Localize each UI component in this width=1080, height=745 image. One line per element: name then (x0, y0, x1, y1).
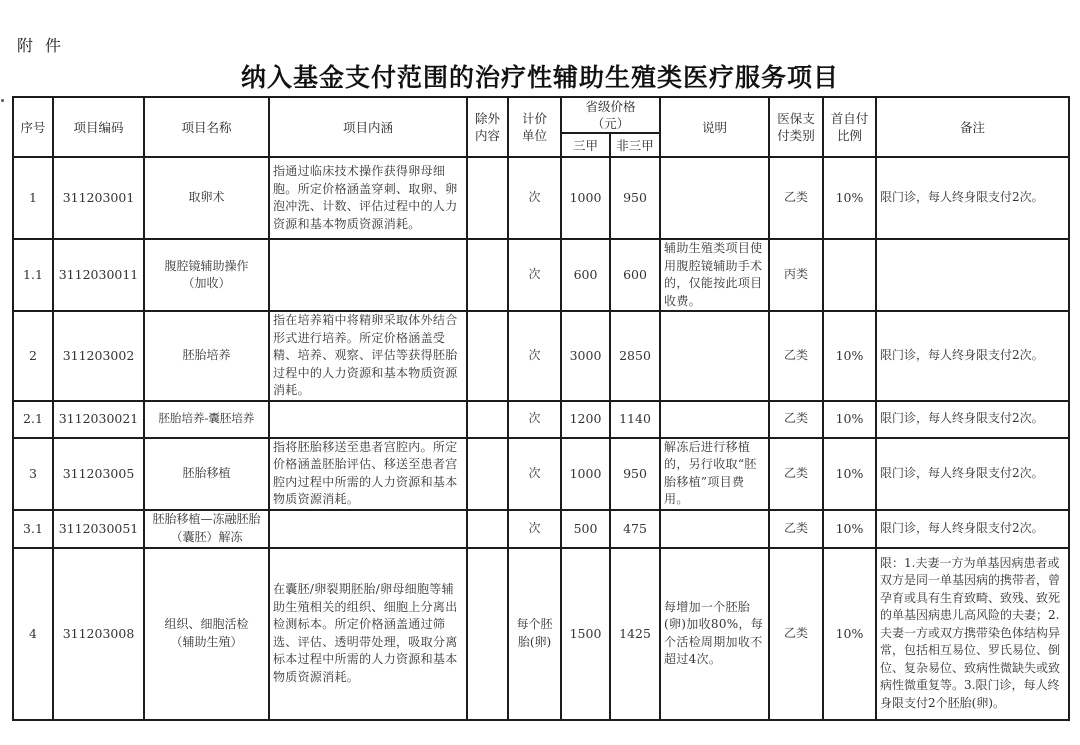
medical-service-fee-table (12, 96, 1070, 721)
cell-self-pay-ratio: 10% (823, 401, 876, 438)
cell-explanation (660, 401, 769, 438)
cell-content (269, 510, 467, 548)
attachment-label: 附件 (17, 36, 74, 55)
cell-unit: 次 (508, 157, 561, 239)
cell-remarks (876, 239, 1069, 311)
cell-content: 指在培养箱中将精卵采取体外结合形式进行培养。所定价格涵盖受精、培养、观察、评估等获得胚胎过程中的人力资源和基本物质资源消耗。 (269, 311, 467, 401)
header-price-non-tier3a: 非三甲 (610, 133, 660, 157)
cell-remarks: 限门诊，每人终身限支付2次。 (876, 510, 1069, 548)
table-row (13, 438, 1069, 510)
cell-seq: 3.1 (13, 510, 53, 548)
header-seq: 序号 (13, 97, 53, 157)
cell-explanation: 辅助生殖类项目使用腹腔镜辅助手术的，仅能按此项目收费。 (660, 239, 769, 311)
cell-unit: 次 (508, 401, 561, 438)
cell-code: 3112030021 (53, 401, 144, 438)
cell-price-tier3a: 1000 (561, 157, 610, 239)
cell-code: 3112030011 (53, 239, 144, 311)
header-content: 项目内涵 (269, 97, 467, 157)
cell-remarks: 限：1.夫妻一方为单基因病患者或双方是同一单基因病的携带者，曾孕育或具有生育致畸、致残、致死的单基因病患儿高风险的夫妻；2.夫妻一方或双方携带染色体结构异常，包括相互易位、罗氏易位、倒位、复杂易位、致病性微缺失或致病性微重复等。3.限门诊，每人终身限支付2个胚胎(卵)。 (876, 548, 1069, 720)
cell-seq: 1 (13, 157, 53, 239)
cell-self-pay-ratio: 10% (823, 548, 876, 720)
cell-code: 311203005 (53, 438, 144, 510)
table-row (13, 401, 1069, 438)
cell-content: 在囊胚/卵裂期胚胎/卵母细胞等辅助生殖相关的组织、细胞上分离出检测标本。所定价格涵盖通过筛选、评估、透明带处理，吸取分离标本过程中所需的人力资源和基本物质资源消耗。 (269, 548, 467, 720)
cell-price-non-tier3a: 475 (610, 510, 660, 548)
cell-content (269, 401, 467, 438)
header-price-group: 省级价格（元） (561, 97, 660, 133)
cell-self-pay-ratio: 10% (823, 438, 876, 510)
cell-name: 胚胎培养-囊胚培养 (144, 401, 269, 438)
cell-price-tier3a: 1200 (561, 401, 610, 438)
header-explanation: 说明 (660, 97, 769, 157)
cell-name: 胚胎培养 (144, 311, 269, 401)
header-unit: 计价单位 (508, 97, 561, 157)
cell-code: 311203008 (53, 548, 144, 720)
cell-code: 3112030051 (53, 510, 144, 548)
cell-insurance-category: 乙类 (769, 510, 823, 548)
header-insurance-category: 医保支付类别 (769, 97, 823, 157)
header-name: 项目名称 (144, 97, 269, 157)
cell-insurance-category: 乙类 (769, 401, 823, 438)
document-title: 纳入基金支付范围的治疗性辅助生殖类医疗服务项目 (240, 63, 839, 92)
cell-self-pay-ratio: 10% (823, 311, 876, 401)
cell-unit: 每个胚胎(卵) (508, 548, 561, 720)
cell-name: 腹腔镜辅助操作（加收） (144, 239, 269, 311)
cell-seq: 2 (13, 311, 53, 401)
cell-price-non-tier3a: 950 (610, 157, 660, 239)
cell-remarks: 限门诊，每人终身限支付2次。 (876, 311, 1069, 401)
cell-unit: 次 (508, 311, 561, 401)
cell-insurance-category: 乙类 (769, 438, 823, 510)
cell-price-tier3a: 500 (561, 510, 610, 548)
cell-remarks: 限门诊，每人终身限支付2次。 (876, 438, 1069, 510)
cell-explanation (660, 510, 769, 548)
cell-price-non-tier3a: 600 (610, 239, 660, 311)
cell-name: 取卵术 (144, 157, 269, 239)
cell-insurance-category: 乙类 (769, 311, 823, 401)
cell-excluded (467, 239, 508, 311)
cell-name: 组织、细胞活检（辅助生殖） (144, 548, 269, 720)
cell-self-pay-ratio: 10% (823, 157, 876, 239)
cell-price-tier3a: 3000 (561, 311, 610, 401)
cell-explanation (660, 311, 769, 401)
cell-price-tier3a: 1000 (561, 438, 610, 510)
cell-insurance-category: 丙类 (769, 239, 823, 311)
cell-explanation: 解冻后进行移植的，另行收取“胚胎移植”项目费用。 (660, 438, 769, 510)
header-remarks: 备注 (876, 97, 1069, 157)
cell-content (269, 239, 467, 311)
cell-excluded (467, 311, 508, 401)
cell-seq: 1.1 (13, 239, 53, 311)
cell-explanation (660, 157, 769, 239)
table-row (13, 510, 1069, 548)
table-row (13, 239, 1069, 311)
cell-excluded (467, 401, 508, 438)
cell-name: 胚胎移植 (144, 438, 269, 510)
cell-price-tier3a: 1500 (561, 548, 610, 720)
cell-seq: 3 (13, 438, 53, 510)
cell-seq: 2.1 (13, 401, 53, 438)
cell-price-non-tier3a: 1425 (610, 548, 660, 720)
margin-mark (1, 99, 4, 102)
cell-unit: 次 (508, 438, 561, 510)
table-row (13, 548, 1069, 720)
cell-explanation: 每增加一个胚胎(卵)加收80%，每个活检周期加收不超过4次。 (660, 548, 769, 720)
cell-content: 指将胚胎移送至患者宫腔内。所定价格涵盖胚胎评估、移送至患者宫腔内过程中所需的人力资源和基本物质资源消耗。 (269, 438, 467, 510)
cell-remarks: 限门诊，每人终身限支付2次。 (876, 157, 1069, 239)
cell-seq: 4 (13, 548, 53, 720)
cell-insurance-category: 乙类 (769, 548, 823, 720)
cell-self-pay-ratio (823, 239, 876, 311)
header-code: 项目编码 (53, 97, 144, 157)
cell-code: 311203001 (53, 157, 144, 239)
cell-insurance-category: 乙类 (769, 157, 823, 239)
cell-remarks: 限门诊，每人终身限支付2次。 (876, 401, 1069, 438)
cell-excluded (467, 157, 508, 239)
cell-code: 311203002 (53, 311, 144, 401)
table-row (13, 311, 1069, 401)
cell-price-non-tier3a: 950 (610, 438, 660, 510)
cell-excluded (467, 548, 508, 720)
cell-name: 胚胎移植—冻融胚胎（囊胚）解冻 (144, 510, 269, 548)
header-price-tier3a: 三甲 (561, 133, 610, 157)
table-row (13, 157, 1069, 239)
cell-content: 指通过临床技术操作获得卵母细胞。所定价格涵盖穿刺、取卵、卵泡冲洗、计数、评估过程中的人力资源和基本物质资源消耗。 (269, 157, 467, 239)
cell-price-tier3a: 600 (561, 239, 610, 311)
cell-excluded (467, 438, 508, 510)
header-self-pay-ratio: 首自付比例 (823, 97, 876, 157)
header-excluded: 除外内容 (467, 97, 508, 157)
header-row (13, 97, 1069, 133)
cell-price-non-tier3a: 1140 (610, 401, 660, 438)
cell-self-pay-ratio: 10% (823, 510, 876, 548)
cell-excluded (467, 510, 508, 548)
cell-price-non-tier3a: 2850 (610, 311, 660, 401)
cell-unit: 次 (508, 239, 561, 311)
cell-unit: 次 (508, 510, 561, 548)
